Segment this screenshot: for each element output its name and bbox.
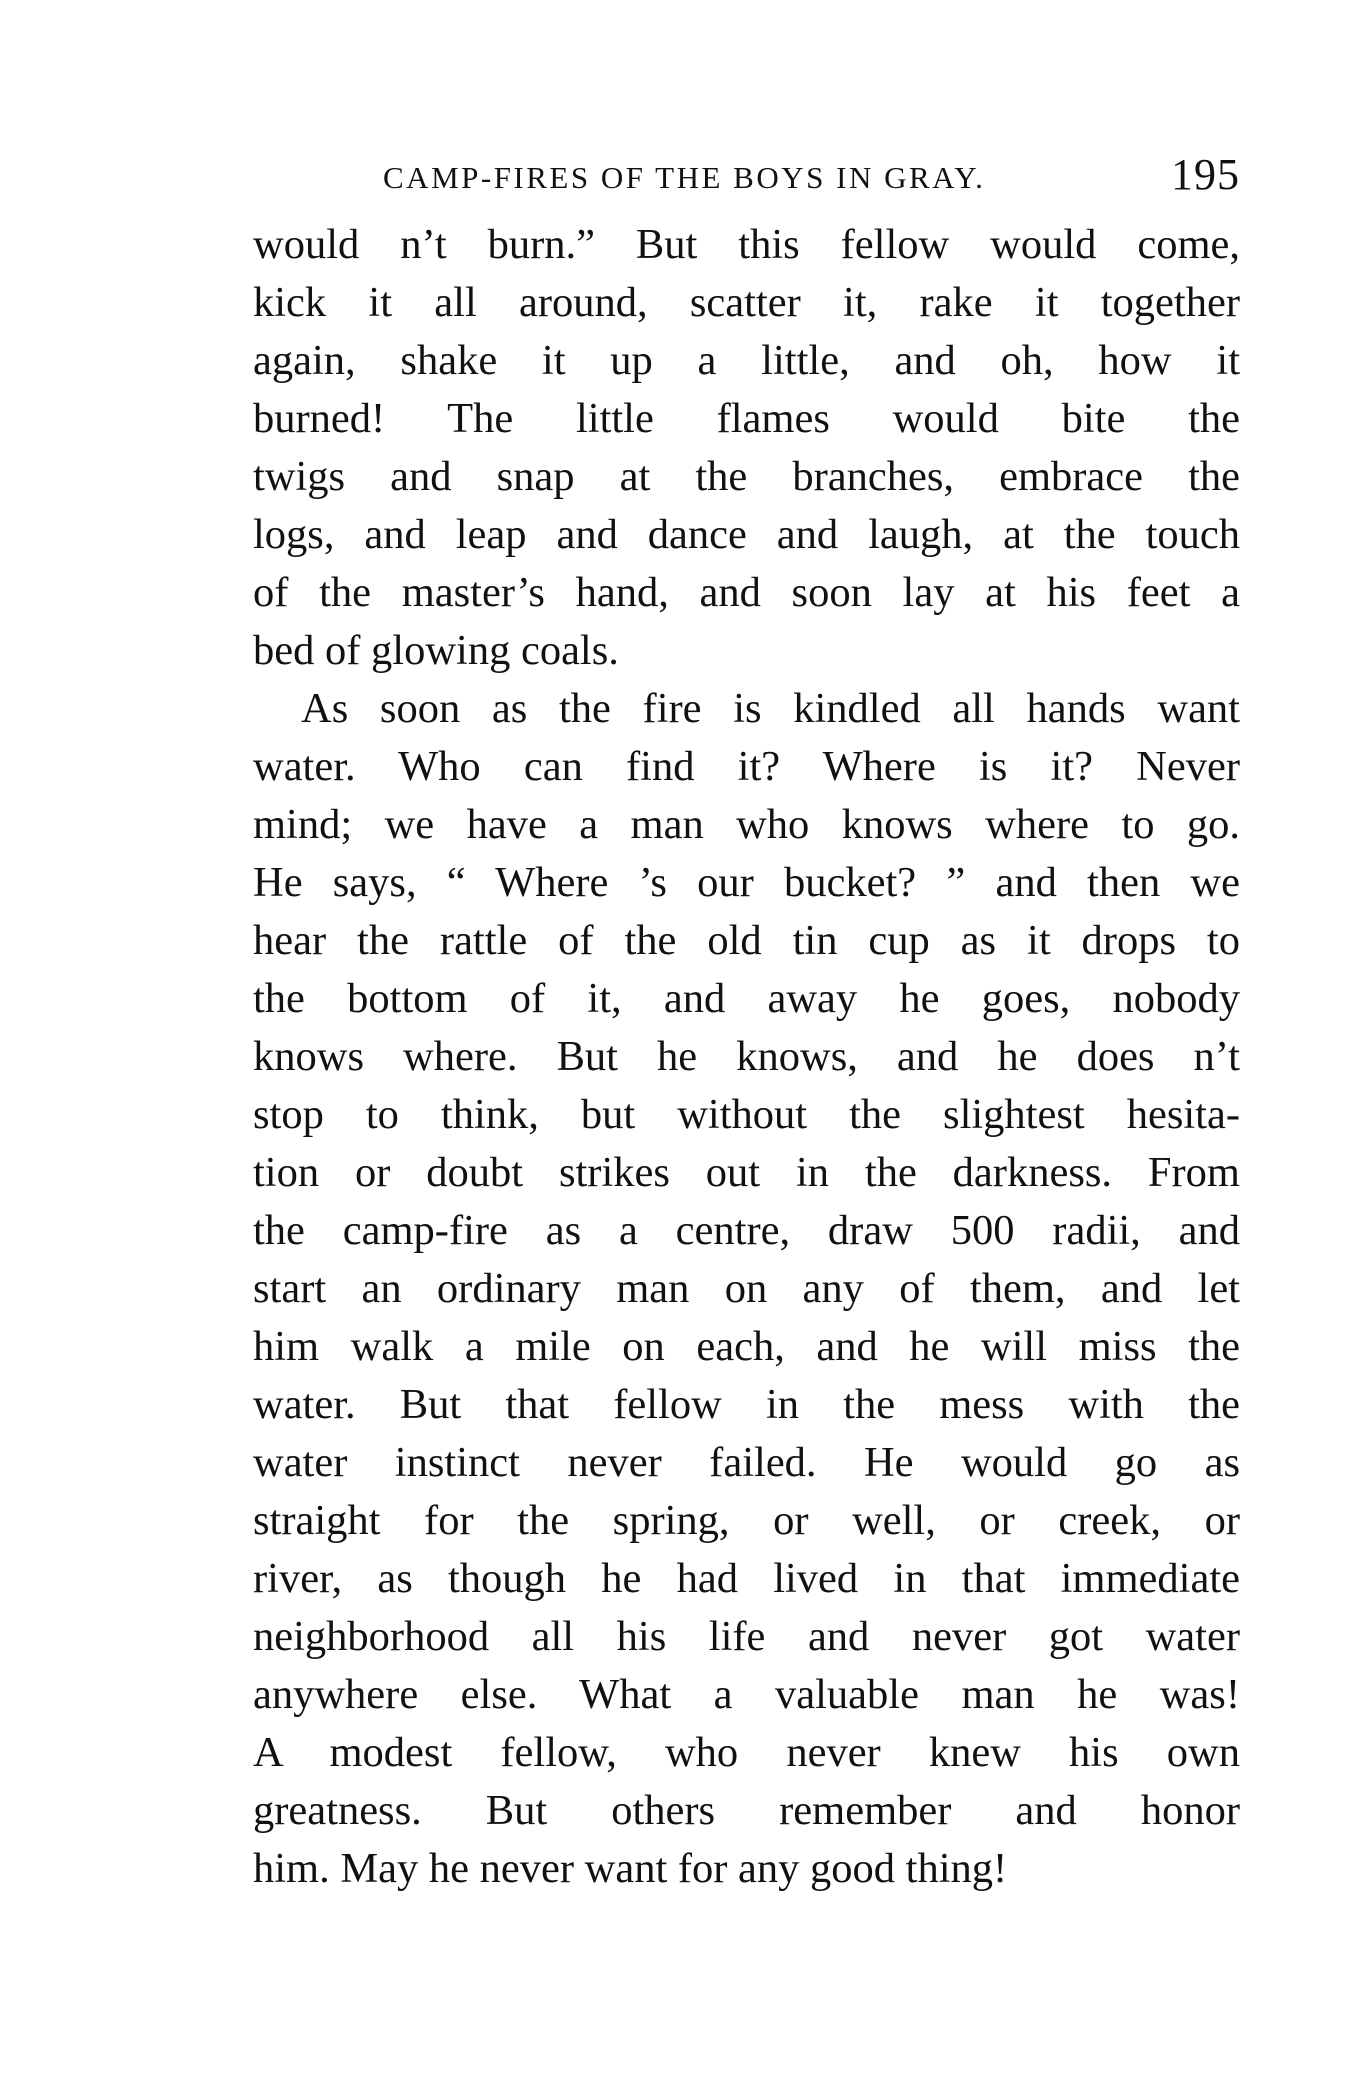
page-number: 195 — [1171, 150, 1240, 199]
running-head — [253, 150, 1240, 210]
text-line: mind; we have a man who knows where to go. — [253, 801, 1240, 848]
text-line: logs, and leap and dance and laugh, at the touch — [253, 511, 1240, 558]
text-line: the bottom of it, and away he goes, nobody — [253, 975, 1240, 1022]
text-line: river, as though he had lived in that immediate — [253, 1555, 1240, 1602]
text-line: the camp-fire as a centre, draw 500 radii, and — [253, 1207, 1240, 1254]
body-text — [253, 216, 1240, 1898]
text-line: neighborhood all his life and never got water — [253, 1613, 1240, 1660]
running-title: CAMP-FIRES OF THE BOYS IN GRAY. — [383, 160, 986, 195]
text-line: greatness. But others remember and honor — [253, 1787, 1240, 1834]
text-line: bed of glowing coals. — [253, 627, 619, 674]
text-line: burned! The little flames would bite the — [253, 395, 1240, 442]
text-line: him. May he never want for any good thing! — [253, 1845, 1008, 1892]
text-line: As soon as the fire is kindled all hands want — [301, 685, 1240, 732]
text-line: of the master’s hand, and soon lay at his feet a — [253, 569, 1240, 616]
text-line: water. But that fellow in the mess with the — [253, 1381, 1240, 1428]
text-line: kick it all around, scatter it, rake it together — [253, 279, 1240, 326]
text-line: hear the rattle of the old tin cup as it drops to — [253, 917, 1240, 964]
text-line: knows where. But he knows, and he does n’t — [253, 1033, 1240, 1080]
text-line: twigs and snap at the branches, embrace the — [253, 453, 1240, 500]
text-line: tion or doubt strikes out in the darkness. From — [253, 1149, 1240, 1196]
text-line: would n’t burn.” But this fellow would come, — [253, 221, 1240, 268]
text-line: start an ordinary man on any of them, and let — [253, 1265, 1240, 1312]
text-line: A modest fellow, who never knew his own — [253, 1729, 1240, 1776]
text-line: anywhere else. What a valuable man he was! — [253, 1671, 1240, 1718]
text-line: him walk a mile on each, and he will miss the — [253, 1323, 1240, 1370]
text-line: straight for the spring, or well, or creek, or — [253, 1497, 1240, 1544]
text-line: again, shake it up a little, and oh, how it — [253, 337, 1240, 384]
text-line: water. Who can find it? Where is it? Never — [253, 743, 1240, 790]
text-line: stop to think, but without the slightest hesita- — [253, 1091, 1240, 1138]
text-line: water instinct never failed. He would go as — [253, 1439, 1240, 1486]
text-line: He says, “ Where ’s our bucket? ” and then we — [253, 859, 1240, 906]
